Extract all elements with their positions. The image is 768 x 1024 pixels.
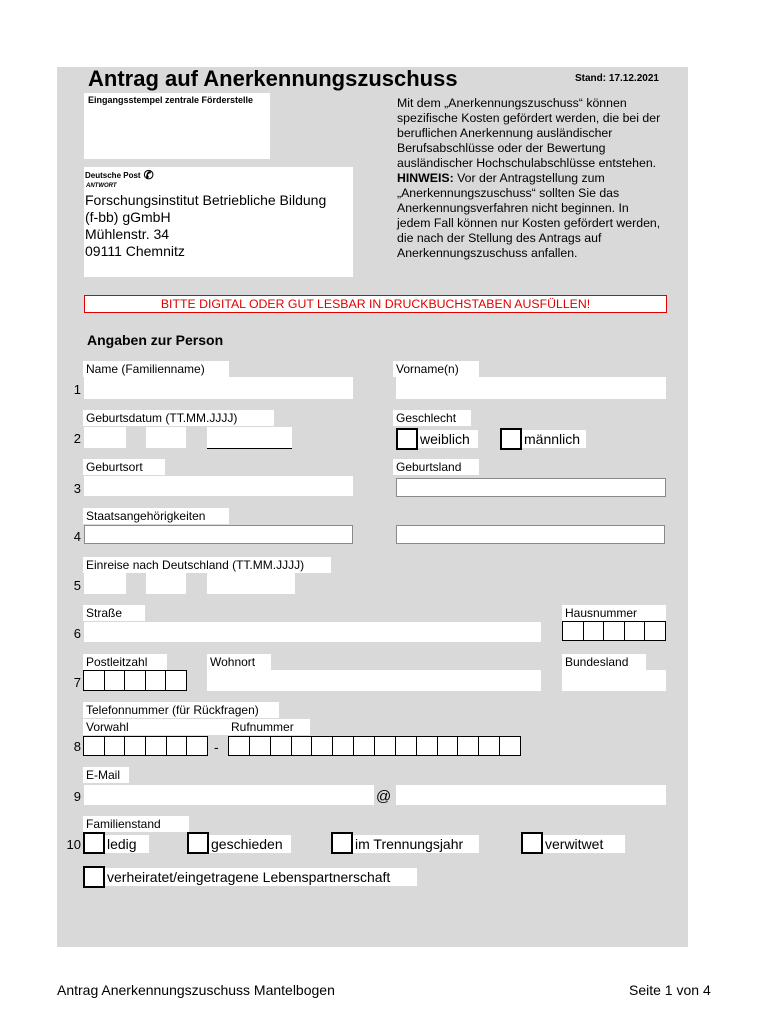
address-line-1: Forschungsinstitut Betriebliche Bildung <box>85 192 327 208</box>
wohnort-input[interactable] <box>207 670 541 691</box>
address-line-4: 09111 Chemnitz <box>85 243 185 259</box>
address-line-2: (f-bb) gGmbH <box>85 209 171 225</box>
hausnummer-input[interactable] <box>562 621 666 641</box>
post-brand: Deutsche Post <box>85 170 141 180</box>
row-number-6: 6 <box>73 626 81 641</box>
rufnummer-cell[interactable] <box>438 736 459 756</box>
familienstand-label: Familienstand <box>83 816 189 832</box>
wohnort-label: Wohnort <box>207 654 271 670</box>
row-number-1: 1 <box>73 382 81 397</box>
einreise-day-input[interactable] <box>84 573 126 594</box>
postleitzahl-cell[interactable] <box>125 670 146 691</box>
section-title: Angaben zur Person <box>87 332 224 348</box>
at-sign: @ <box>376 788 392 805</box>
rufnummer-cell[interactable] <box>375 736 396 756</box>
vorname-label: Vorname(n) <box>393 361 479 377</box>
geburtsdatum-day-input[interactable] <box>84 427 126 448</box>
geburtsdatum-label: Geburtsdatum (TT.MM.JJJJ) <box>83 410 274 426</box>
info-paragraph-2: Vor der Antragstellung zum „Anerkennungszuschuss“ sollten Sie das Anerkennungsverfahren nicht beginnen. In jedem Fall können nur Kosten gefördert werden, die nach der Stellung des Antrags auf Anerkennungszuschuss anfallen. <box>397 171 661 260</box>
eingangsstempel-box <box>84 93 270 159</box>
rufnummer-cell[interactable] <box>500 736 521 756</box>
rufnummer-cell[interactable] <box>250 736 271 756</box>
row-number-10: 10 <box>66 837 81 852</box>
postleitzahl-label: Postleitzahl <box>83 654 167 670</box>
vorwahl-cell[interactable] <box>187 736 208 756</box>
geburtsort-input[interactable] <box>84 476 353 496</box>
phone-separator: - <box>214 739 219 755</box>
rufnummer-cell[interactable] <box>292 736 313 756</box>
geschieden-option-label: geschieden <box>209 835 291 853</box>
info-text <box>397 96 665 261</box>
geschlecht-label: Geschlecht <box>393 410 471 426</box>
page-number: Seite 1 von 4 <box>629 982 711 998</box>
rufnummer-cell[interactable] <box>479 736 500 756</box>
vorwahl-cell[interactable] <box>146 736 167 756</box>
einreise-year-input[interactable] <box>207 573 295 594</box>
hausnummer-cell[interactable] <box>562 621 584 641</box>
row-number-8: 8 <box>73 739 81 754</box>
vorwahl-cell[interactable] <box>105 736 126 756</box>
rufnummer-cell[interactable] <box>271 736 292 756</box>
geschieden-checkbox[interactable] <box>187 832 209 854</box>
postleitzahl-input[interactable] <box>83 670 187 691</box>
rufnummer-cell[interactable] <box>417 736 438 756</box>
verwitwet-option-label: verwitwet <box>543 835 625 853</box>
geburtsort-label: Geburtsort <box>83 459 165 475</box>
verheiratet-checkbox[interactable] <box>83 866 105 888</box>
post-horn-icon: ✆ <box>143 168 154 182</box>
ledig-checkbox[interactable] <box>83 832 105 854</box>
rufnummer-cell[interactable] <box>458 736 479 756</box>
email-domain-input[interactable] <box>396 785 666 805</box>
rufnummer-input[interactable] <box>228 736 521 756</box>
row-number-4: 4 <box>73 529 81 544</box>
name-input[interactable] <box>84 377 353 399</box>
hausnummer-cell[interactable] <box>584 621 605 641</box>
vorwahl-cell[interactable] <box>83 736 105 756</box>
geburtsdatum-month-input[interactable] <box>146 427 186 448</box>
einreise-month-input[interactable] <box>146 573 186 594</box>
staatsangehoerigkeit-2-input[interactable] <box>396 525 665 544</box>
address-line-3: Mühlenstr. 34 <box>85 226 170 242</box>
postleitzahl-cell[interactable] <box>105 670 126 691</box>
antwort-label: ANTWORT <box>86 183 117 189</box>
hausnummer-label: Hausnummer <box>562 605 666 621</box>
hinweis-label: HINWEIS: <box>397 171 454 185</box>
rufnummer-label: Rufnummer <box>228 719 310 735</box>
rufnummer-cell[interactable] <box>333 736 354 756</box>
verwitwet-checkbox[interactable] <box>521 832 543 854</box>
vorwahl-input[interactable] <box>83 736 208 756</box>
instruction-banner: BITTE DIGITAL ODER GUT LESBAR IN DRUCKBUCHSTABEN AUSFÜLLEN! <box>84 295 667 313</box>
geburtsland-label: Geburtsland <box>393 459 479 475</box>
vorwahl-cell[interactable] <box>125 736 146 756</box>
name-label: Name (Familienname) <box>83 361 229 377</box>
vorname-input[interactable] <box>396 377 666 399</box>
rufnummer-cell[interactable] <box>228 736 250 756</box>
staatsangehoerigkeiten-label: Staatsangehörigkeiten <box>83 508 229 524</box>
bundesland-input[interactable] <box>562 670 666 691</box>
page-title: Antrag auf Anerkennungszuschuss <box>88 66 458 91</box>
verheiratet-option-label: verheiratet/eingetragene Lebenspartnerschaft <box>105 868 417 886</box>
eingangsstempel-label: Eingangsstempel zentrale Förderstelle <box>88 95 254 105</box>
hausnummer-cell[interactable] <box>625 621 646 641</box>
staatsangehoerigkeit-1-input[interactable] <box>84 525 353 544</box>
row-number-3: 3 <box>73 481 81 496</box>
postleitzahl-cell[interactable] <box>166 670 187 691</box>
row-number-7: 7 <box>73 675 81 690</box>
email-local-input[interactable] <box>84 785 374 805</box>
weiblich-checkbox[interactable] <box>396 428 418 450</box>
vorwahl-cell[interactable] <box>167 736 188 756</box>
rufnummer-cell[interactable] <box>354 736 375 756</box>
maennlich-checkbox[interactable] <box>500 428 522 450</box>
ledig-option-label: ledig <box>105 835 149 853</box>
row-number-9: 9 <box>73 789 81 804</box>
info-paragraph-1: Mit dem „Anerkennungszuschuss“ können spezifische Kosten gefördert werden, die bei der beruflichen Anerkennung ausländischer Berufsabschlüsse oder der Bewertung ausländischer Hochschulabschlüsse entstehen. <box>397 96 661 170</box>
einreise-label: Einreise nach Deutschland (TT.MM.JJJJ) <box>83 557 331 573</box>
telefon-label: Telefonnummer (für Rückfragen) <box>83 702 279 718</box>
hausnummer-cell[interactable] <box>645 621 666 641</box>
row-number-5: 5 <box>73 578 81 593</box>
strasse-label: Straße <box>83 605 145 621</box>
hausnummer-cell[interactable] <box>604 621 625 641</box>
geburtsdatum-year-input[interactable] <box>207 427 292 449</box>
row-number-2: 2 <box>73 431 81 446</box>
strasse-input[interactable] <box>84 622 541 642</box>
geburtsland-input[interactable] <box>396 478 666 497</box>
email-label: E-Mail <box>83 767 129 783</box>
deutsche-post-logo <box>85 168 154 182</box>
postleitzahl-cell[interactable] <box>83 670 105 691</box>
rufnummer-cell[interactable] <box>396 736 417 756</box>
rufnummer-cell[interactable] <box>312 736 333 756</box>
trennungsjahr-checkbox[interactable] <box>331 832 353 854</box>
bundesland-label: Bundesland <box>562 654 646 670</box>
footer-title: Antrag Anerkennungszuschuss Mantelbogen <box>57 982 335 998</box>
weiblich-option-label: weiblich <box>418 430 478 448</box>
postleitzahl-cell[interactable] <box>146 670 167 691</box>
maennlich-option-label: männlich <box>522 430 586 448</box>
vorwahl-label: Vorwahl <box>83 719 229 735</box>
trennungsjahr-option-label: im Trennungsjahr <box>353 835 479 853</box>
address-box <box>84 167 353 277</box>
stand-date: Stand: 17.12.2021 <box>575 73 659 84</box>
